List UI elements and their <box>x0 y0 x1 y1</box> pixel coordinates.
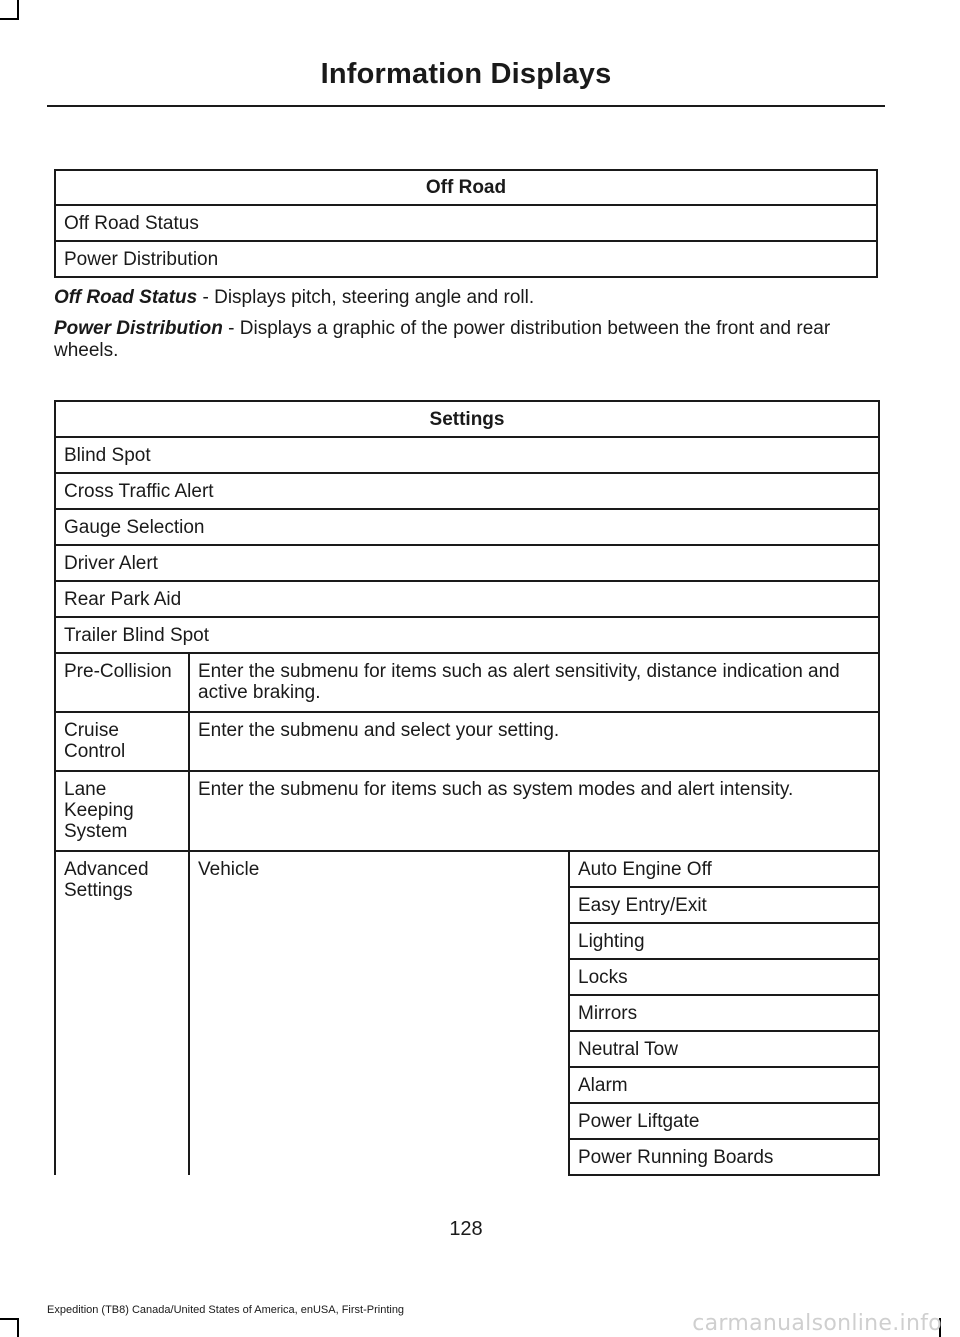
description-text: - Displays a graphic of the power distribution between the front and rear wheels. <box>54 318 831 361</box>
description-off-road-status <box>54 287 878 309</box>
description-term: Off Road Status <box>54 287 198 308</box>
settings-desc-pre-collision: Enter the submenu for items such as alert sensitivity, distance indication and active braking. <box>189 653 879 712</box>
advanced-item-auto-engine-off: Auto Engine Off <box>569 851 879 887</box>
settings-row-driver-alert: Driver Alert <box>55 545 879 581</box>
off-road-row-power-distribution: Power Distribution <box>55 241 877 277</box>
description-text: - Displays pitch, steering angle and roll. <box>197 287 535 308</box>
settings-label-pre-collision: Pre-Collision <box>55 653 189 712</box>
settings-desc-lane-keeping-system: Enter the submenu for items such as system modes and alert intensity. <box>189 771 879 851</box>
settings-table <box>54 400 880 1176</box>
off-road-heading: Off Road <box>55 170 877 205</box>
watermark: carmanualsonline.info <box>692 1311 942 1336</box>
settings-desc-cruise-control: Enter the submenu and select your setting. <box>189 712 879 771</box>
off-road-table <box>54 169 878 278</box>
crop-mark-top-left <box>17 0 19 20</box>
settings-row-trailer-blind-spot: Trailer Blind Spot <box>55 617 879 653</box>
title-rule <box>47 105 885 107</box>
page-number: 128 <box>449 1218 483 1240</box>
description-term: Power Distribution <box>54 318 223 339</box>
advanced-item-neutral-tow: Neutral Tow <box>569 1031 879 1067</box>
crop-mark-top-left-h <box>0 18 19 20</box>
footer-doc-info: Expedition (TB8) Canada/United States of America, enUSA, First-Printing <box>47 1304 405 1316</box>
advanced-item-alarm: Alarm <box>569 1067 879 1103</box>
crop-mark-bottom-left <box>17 1318 19 1337</box>
advanced-item-power-running-boards: Power Running Boards <box>569 1139 879 1175</box>
settings-row-cross-traffic-alert: Cross Traffic Alert <box>55 473 879 509</box>
advanced-item-power-liftgate: Power Liftgate <box>569 1103 879 1139</box>
settings-row-gauge-selection: Gauge Selection <box>55 509 879 545</box>
settings-row-rear-park-aid: Rear Park Aid <box>55 581 879 617</box>
settings-label-lane-keeping-system: Lane Keeping System <box>55 771 189 851</box>
advanced-item-mirrors: Mirrors <box>569 995 879 1031</box>
crop-mark-bottom-left-h <box>0 1318 19 1320</box>
settings-label-advanced-settings: Advanced Settings <box>55 851 189 1175</box>
settings-row-blind-spot: Blind Spot <box>55 437 879 473</box>
advanced-item-easy-entry-exit: Easy Entry/Exit <box>569 887 879 923</box>
advanced-item-lighting: Lighting <box>569 923 879 959</box>
settings-group-vehicle: Vehicle <box>189 851 569 1175</box>
off-road-row-status: Off Road Status <box>55 205 877 241</box>
page-title: Information Displays <box>320 58 612 90</box>
advanced-item-locks: Locks <box>569 959 879 995</box>
settings-label-cruise-control: Cruise Control <box>55 712 189 771</box>
description-power-distribution <box>54 318 878 362</box>
settings-heading: Settings <box>55 401 879 437</box>
